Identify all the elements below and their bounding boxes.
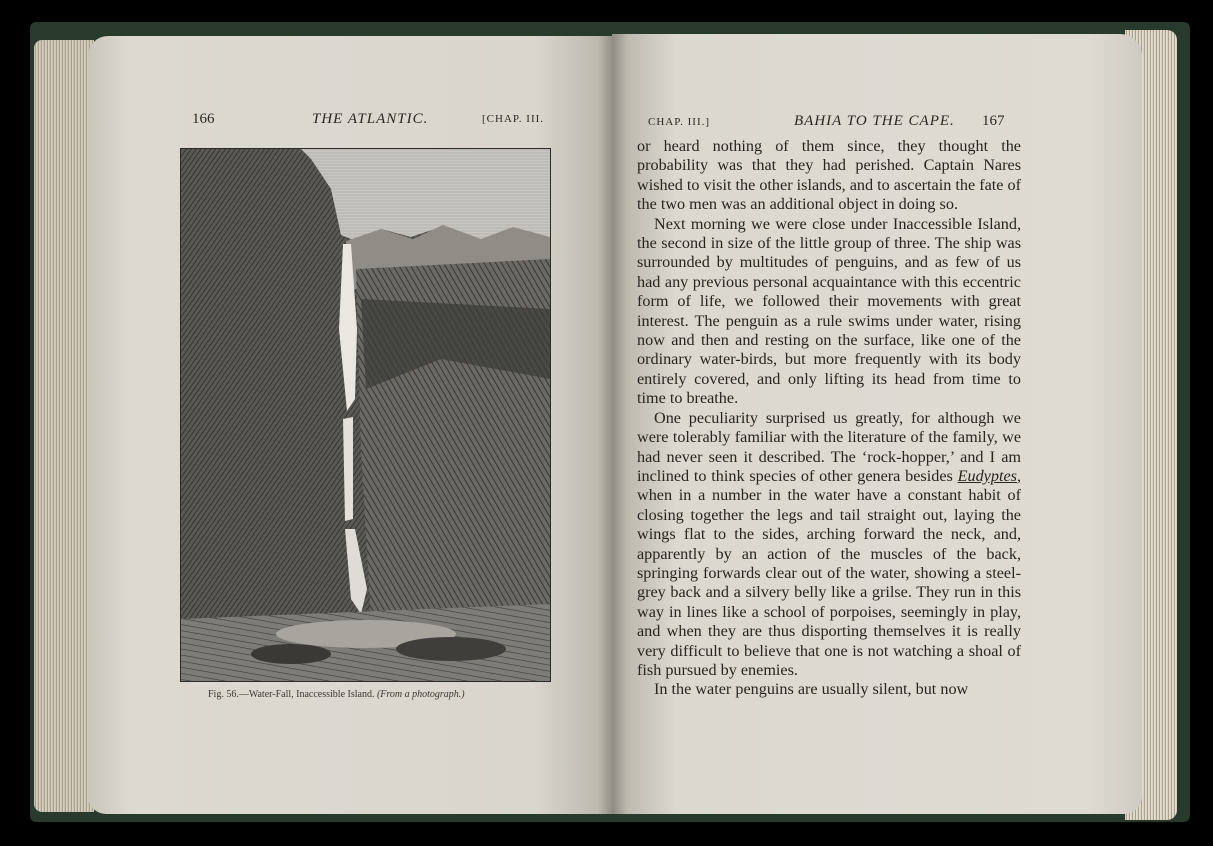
left-chapter-label: [CHAP. III. bbox=[482, 113, 545, 125]
paragraph-3-start: One peculiarity surprised us greatly, for although we were tolerably familiar with the literature of the family, we had never seen it described. The ‘rock-hopper,’ and I am inclined to think species of other genera besides bbox=[637, 408, 1021, 485]
body-text bbox=[637, 137, 1021, 700]
paragraph-4: In the water penguins are usually silent, but now bbox=[654, 680, 969, 699]
paragraph-3-end: , when in a number in the water have a constant habit of closing together the legs and tail straight out, laying the wings flat to the sides, arching forward the neck, and, apparently by an action of the muscles of the back, springing forwards clear out of the water, showing a steel-grey back and a silvery belly like a grilse. They run in this way in lines like a school of porpoises, seemingly in play, and when they are thus disporting themselves it is really very difficult to believe that one is not watching a shoal of fish pursued by enemies. bbox=[637, 466, 1021, 679]
left-page-number: 166 bbox=[192, 111, 215, 127]
right-running-title bbox=[794, 113, 955, 130]
right-page bbox=[612, 34, 1142, 814]
left-page bbox=[88, 36, 614, 814]
figure-caption-credit: (From a photograph.) bbox=[376, 689, 465, 700]
waterfall-illustration bbox=[180, 148, 551, 682]
right-chapter-label: CHAP. III.] bbox=[648, 116, 711, 128]
right-running-title-text: BAHIA TO THE CAPE. bbox=[794, 113, 955, 129]
left-page-edges bbox=[34, 40, 94, 812]
paragraph-1: or heard nothing of them since, they thought the probability was that they had perished. Captain Nares wished to visit the other islands, and to ascertain the fate of the two men was an additional object in doing so. bbox=[637, 137, 1021, 214]
left-running-title-text: THE ATLANTIC. bbox=[312, 111, 429, 127]
left-running-title bbox=[312, 111, 428, 128]
figure-caption-text: Fig. 56.—Water-Fall, Inaccessible Island. bbox=[208, 689, 375, 700]
figure-caption bbox=[208, 689, 465, 700]
paragraph-2: Next morning we were close under Inaccessible Island, the second in size of the little group of three. The ship was surrounded by multitudes of penguins, and as few of us had any previous personal acquaintance with this eccentric form of life, we followed their movements with great interest. The penguin as a rule swims under water, rising now and then and resting on the surface, like one of the ordinary water-birds, but more frequently with its body entirely covered, and only lifting its head from time to time to breathe. bbox=[637, 214, 1021, 408]
paragraph-3 bbox=[637, 409, 1021, 681]
right-page-number: 167 bbox=[982, 113, 1005, 129]
paragraph-3-italic: Eudyptes bbox=[957, 466, 1017, 485]
